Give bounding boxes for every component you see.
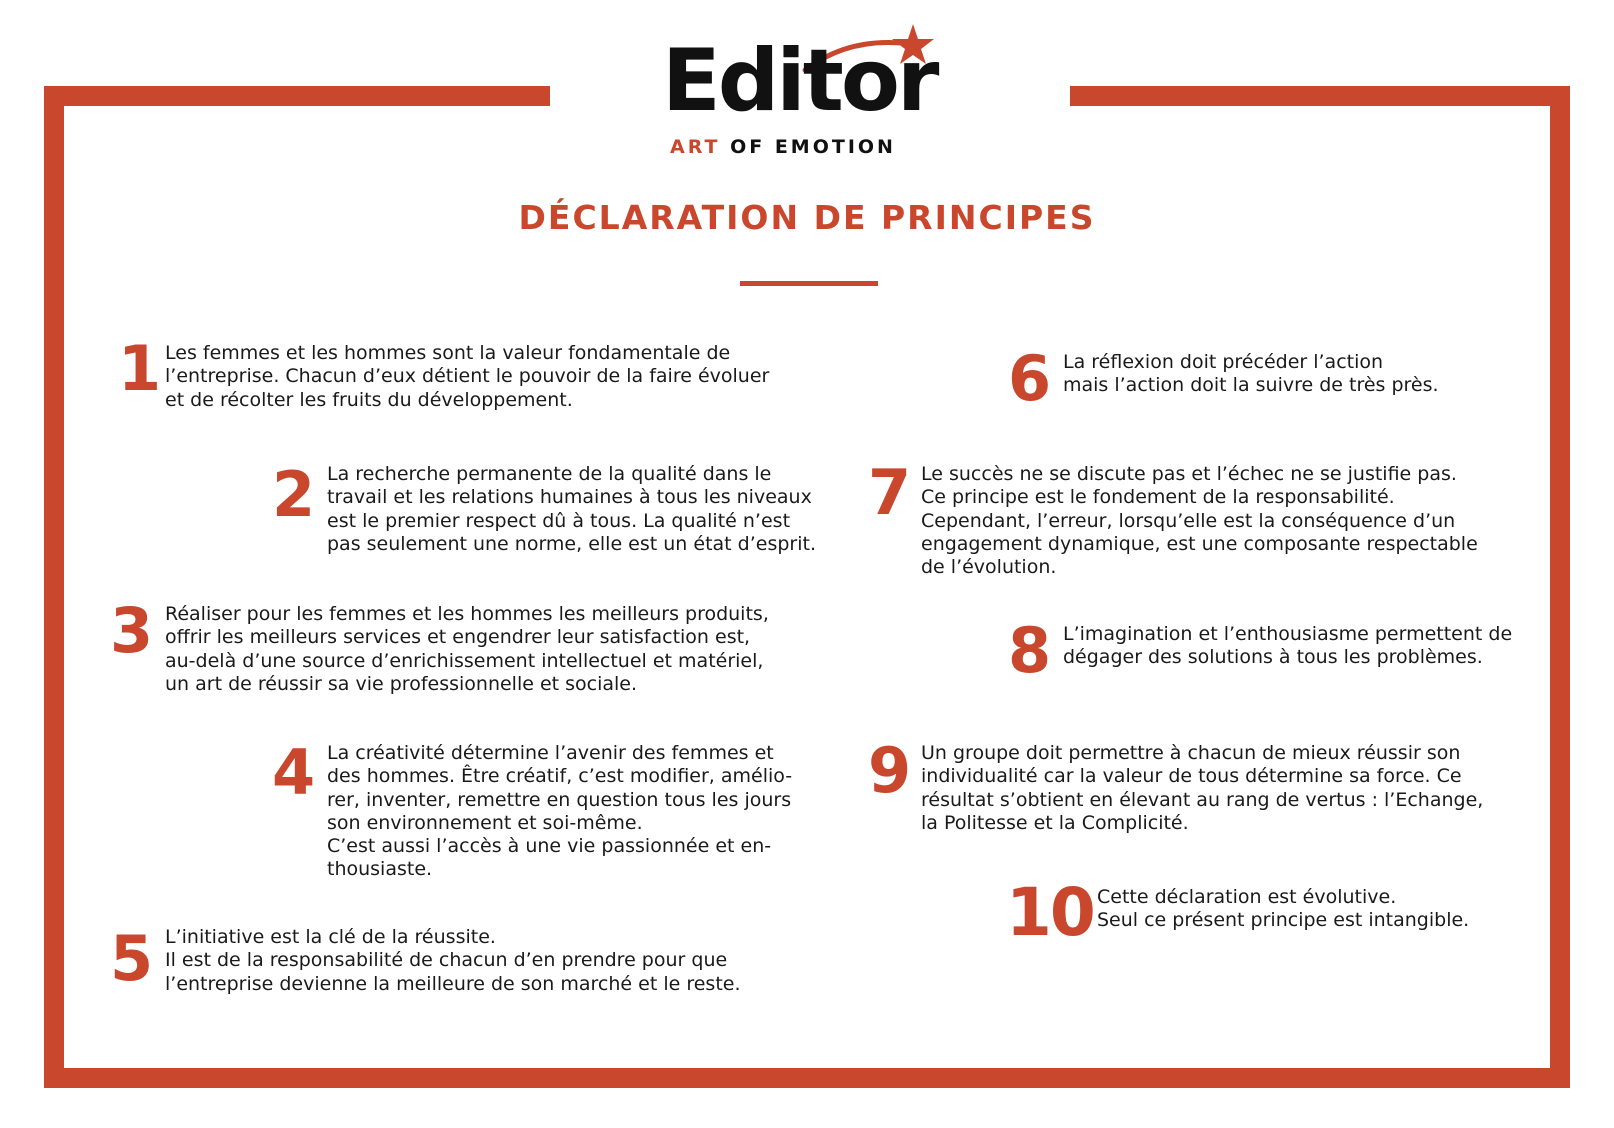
principle-number: 10 xyxy=(1006,874,1094,951)
principle-number: 5 xyxy=(110,922,154,995)
principle-text: La créativité détermine l’avenir des femmes et des hommes. Être créatif, c’est modifier, amélio- rer, inventer, remettre en question tous les jours son environnement et soi-même. C’est aussi l’accès à une vie passionnée et en- thousiaste. xyxy=(327,742,793,881)
principle-number: 7 xyxy=(868,456,912,529)
principle-number: 6 xyxy=(1008,342,1052,415)
principle-number: 4 xyxy=(272,736,316,809)
principle-text: Le succès ne se discute pas et l’échec ne se justifie pas. Ce principe est le fondement de la responsabilité. Cependant, l’erreur, lorsqu’elle est la conséquence d’un engagement dynamique, est une composante respectable de l’évolution. xyxy=(921,463,1478,579)
principle-text: L’initiative est la clé de la réussite. Il est de la responsabilité de chacun d’en prendre pour que l’entreprise devienne la meilleure de son marché et le reste. xyxy=(165,926,741,995)
principle-number: 1 xyxy=(118,332,162,405)
principle-text: Cette déclaration est évolutive. Seul ce présent principe est intangible. xyxy=(1097,886,1470,932)
principle-number: 9 xyxy=(868,734,912,807)
logo-wordmark: Editor xyxy=(662,31,937,131)
frame-bottom xyxy=(44,1068,1570,1088)
page-title: DÉCLARATION DE PRINCIPES xyxy=(518,198,1096,237)
principle-number: 2 xyxy=(272,458,316,531)
frame-top-left xyxy=(44,86,556,106)
principle-text: La recherche permanente de la qualité dans le travail et les relations humaines à tous les niveaux est le premier respect dû à tous. La qualité n’est pas seulement une norme, elle est un état d’esprit. xyxy=(327,463,816,555)
brand-logo xyxy=(550,18,1070,168)
principle-text: Réaliser pour les femmes et les hommes les meilleurs produits, offrir les meilleurs services et engendrer leur satisfaction est, au-delà d’une source d’enrichissement intellectuel et matériel, un art de réussir sa vie professionnelle et sociale. xyxy=(165,603,769,695)
frame-top-right xyxy=(1060,86,1570,106)
logo-tagline xyxy=(670,136,896,158)
principle-number: 3 xyxy=(110,594,154,667)
principle-text: L’imagination et l’enthousiasme permettent de dégager des solutions à tous les problèmes. xyxy=(1063,623,1513,669)
logo-tagline-accent: ART xyxy=(670,136,721,158)
principle-text: La réflexion doit précéder l’action mais l’action doit la suivre de très près. xyxy=(1063,351,1439,397)
principle-number: 8 xyxy=(1008,614,1052,687)
title-divider xyxy=(740,281,878,286)
principle-text: Les femmes et les hommes sont la valeur fondamentale de l’entreprise. Chacun d’eux détient le pouvoir de la faire évoluer et de récolter les fruits du développement. xyxy=(165,342,770,411)
principle-text: Un groupe doit permettre à chacun de mieux réussir son individualité car la valeur de tous détermine sa force. Ce résultat s’obtient en élevant au rang de vertus : l’Echange, la Politesse et la Complicité. xyxy=(921,742,1484,834)
logo-tagline-rest: OF EMOTION xyxy=(730,136,896,158)
